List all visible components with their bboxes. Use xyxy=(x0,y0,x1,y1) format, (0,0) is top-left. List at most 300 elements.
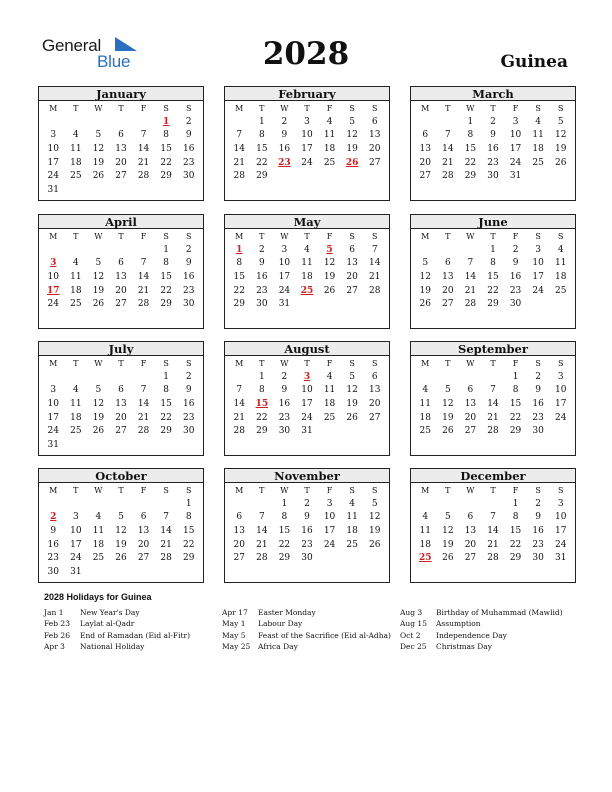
holiday-row xyxy=(400,641,563,652)
day-cell: 6 xyxy=(371,116,378,127)
day-cell: 4 xyxy=(422,512,429,523)
day-cell: 13 xyxy=(115,399,127,410)
weekday-header: F xyxy=(326,232,333,241)
weekday-header: F xyxy=(140,232,147,241)
empty-cell xyxy=(437,371,460,385)
weekday-header: F xyxy=(140,104,147,113)
day-cell: 22 xyxy=(464,157,477,168)
weekday-header: T xyxy=(304,232,310,241)
day-cell: 16 xyxy=(301,526,313,537)
day-cell: 22 xyxy=(256,157,268,168)
empty-cell xyxy=(459,244,482,258)
day-cell: 19 xyxy=(115,539,127,550)
holiday-day: 25 xyxy=(300,285,314,296)
day-cell: 20 xyxy=(137,539,150,550)
holiday-date: May 1 xyxy=(222,619,246,629)
weekday-header: S xyxy=(557,232,564,241)
weekday-header: M xyxy=(235,104,244,113)
day-cell: 2 xyxy=(185,371,192,382)
day-cell: 26 xyxy=(419,299,431,310)
day-cell: 12 xyxy=(368,512,381,523)
day-cell: 3 xyxy=(557,371,564,382)
day-cell: 23 xyxy=(182,412,195,423)
weekday-header: F xyxy=(512,359,519,368)
page-title-year: 2028 xyxy=(262,36,350,72)
holiday-name: End of Ramadan (Eid al-Fitr) xyxy=(80,630,191,640)
day-cell: 12 xyxy=(92,399,105,410)
empty-cell xyxy=(459,498,482,512)
day-cell: 24 xyxy=(301,412,313,423)
day-cell: 12 xyxy=(115,526,127,537)
holiday-row xyxy=(44,641,190,652)
month-title: November xyxy=(225,469,389,483)
day-cell: 21 xyxy=(160,539,172,550)
empty-cell xyxy=(42,498,65,512)
day-cell: 14 xyxy=(464,272,477,283)
day-cell: 15 xyxy=(182,526,195,537)
day-cell: 27 xyxy=(346,285,358,296)
day-cell: 22 xyxy=(160,412,172,423)
day-cell: 4 xyxy=(95,512,102,523)
day-cell: 27 xyxy=(464,553,477,564)
weekday-header: F xyxy=(326,359,333,368)
day-cell: 15 xyxy=(278,526,291,537)
day-cell: 2 xyxy=(281,371,288,382)
day-cell: 27 xyxy=(115,426,127,437)
day-cell: 1 xyxy=(163,244,169,255)
weekday-header: S xyxy=(535,104,541,113)
holiday-name: Christmas Day xyxy=(436,641,492,651)
day-cell: 23 xyxy=(532,539,544,550)
weekday-header: T xyxy=(118,104,124,113)
day-cell: 25 xyxy=(70,426,82,437)
day-cell: 9 xyxy=(535,385,541,396)
month-june xyxy=(410,214,576,329)
day-cell: 31 xyxy=(554,553,567,564)
day-cell: 6 xyxy=(467,512,474,523)
day-cell: 5 xyxy=(444,512,451,523)
weekday-header: S xyxy=(371,232,378,241)
day-cell: 22 xyxy=(160,157,172,168)
day-cell: 31 xyxy=(278,299,291,310)
weekday-header: W xyxy=(466,486,475,495)
weekday-header: S xyxy=(557,486,564,495)
day-cell: 15 xyxy=(487,272,499,283)
day-cell: 15 xyxy=(509,399,522,410)
weekday-header: F xyxy=(512,104,519,113)
day-cell: 14 xyxy=(256,526,268,537)
holiday-date: Jan 1 xyxy=(44,608,64,617)
day-cell: 8 xyxy=(512,385,519,396)
day-cell: 21 xyxy=(233,412,245,423)
day-cell: 16 xyxy=(532,526,544,537)
day-cell: 21 xyxy=(137,157,150,168)
holiday-row xyxy=(222,607,391,618)
empty-cell xyxy=(87,371,110,385)
day-grid xyxy=(225,357,389,439)
day-cell: 21 xyxy=(368,272,381,283)
day-cell: 17 xyxy=(509,144,522,155)
weekday-header: S xyxy=(535,359,541,368)
holiday-date: May 5 xyxy=(222,630,246,640)
weekday-header: S xyxy=(163,232,169,241)
day-cell: 9 xyxy=(490,130,496,141)
day-cell: 10 xyxy=(47,144,59,155)
weekday-header: T xyxy=(445,359,451,368)
day-cell: 15 xyxy=(233,272,245,283)
logo-text-blue: Blue xyxy=(97,52,131,71)
day-cell: 24 xyxy=(301,157,313,168)
day-cell: 12 xyxy=(92,144,105,155)
month-title: August xyxy=(225,342,389,356)
holiday-name: Independence Day xyxy=(436,630,507,640)
empty-cell xyxy=(414,371,437,385)
day-cell: 18 xyxy=(70,285,82,296)
day-cell: 20 xyxy=(368,399,381,410)
day-cell: 14 xyxy=(487,399,499,410)
weekday-header: S xyxy=(535,486,541,495)
day-cell: 4 xyxy=(326,116,333,127)
day-cell: 11 xyxy=(301,258,313,269)
holiday-day: 15 xyxy=(255,399,269,410)
day-cell: 5 xyxy=(349,371,355,382)
day-cell: 24 xyxy=(532,285,544,296)
weekday-header: T xyxy=(259,359,265,368)
day-cell: 22 xyxy=(487,285,499,296)
day-cell: 27 xyxy=(368,412,381,423)
weekday-header: S xyxy=(349,359,355,368)
holiday-day: 3 xyxy=(50,258,57,269)
empty-cell xyxy=(459,371,482,385)
day-cell: 18 xyxy=(323,399,336,410)
empty-cell xyxy=(482,498,505,512)
day-cell: 26 xyxy=(323,285,336,296)
day-grid xyxy=(39,102,203,198)
day-cell: 24 xyxy=(278,285,291,296)
weekday-header: F xyxy=(512,486,519,495)
day-cell: 3 xyxy=(326,498,333,509)
holiday-row xyxy=(222,641,391,652)
day-cell: 10 xyxy=(554,512,567,523)
weekday-header: W xyxy=(466,104,475,113)
weekday-header: S xyxy=(557,104,564,113)
day-cell: 10 xyxy=(301,130,313,141)
day-cell: 29 xyxy=(233,299,245,310)
day-cell: 18 xyxy=(532,144,544,155)
day-cell: 11 xyxy=(323,130,336,141)
day-cell: 1 xyxy=(512,371,519,382)
day-cell: 8 xyxy=(236,258,243,269)
day-cell: 28 xyxy=(137,299,150,310)
day-cell: 13 xyxy=(419,144,431,155)
month-december xyxy=(410,468,576,583)
day-cell: 29 xyxy=(256,426,268,437)
day-cell: 8 xyxy=(467,130,474,141)
weekday-header: T xyxy=(118,486,124,495)
day-cell: 16 xyxy=(182,272,195,283)
weekday-header: S xyxy=(349,104,355,113)
day-cell: 8 xyxy=(163,385,169,396)
weekday-header: F xyxy=(512,232,519,241)
day-cell: 14 xyxy=(137,399,150,410)
day-cell: 19 xyxy=(442,412,454,423)
day-cell: 5 xyxy=(95,385,102,396)
holiday-date: Feb 26 xyxy=(44,630,70,640)
day-cell: 12 xyxy=(346,130,358,141)
day-cell: 30 xyxy=(182,171,195,182)
holiday-date: Apr 3 xyxy=(44,641,65,651)
day-cell: 20 xyxy=(115,157,127,168)
weekday-header: M xyxy=(421,359,430,368)
empty-cell xyxy=(414,116,437,130)
day-cell: 27 xyxy=(233,553,245,564)
day-cell: 22 xyxy=(256,412,268,423)
weekday-header: T xyxy=(118,359,124,368)
holiday-name: Easter Monday xyxy=(258,608,316,617)
day-grid xyxy=(225,484,389,566)
empty-cell xyxy=(437,244,460,258)
day-cell: 12 xyxy=(346,385,358,396)
day-cell: 19 xyxy=(92,285,105,296)
weekday-header: S xyxy=(163,486,169,495)
day-cell: 11 xyxy=(70,272,82,283)
day-cell: 13 xyxy=(368,130,381,141)
day-cell: 11 xyxy=(554,258,567,269)
weekday-header: W xyxy=(94,232,103,241)
day-cell: 18 xyxy=(323,144,336,155)
day-cell: 17 xyxy=(278,272,291,283)
day-cell: 19 xyxy=(323,272,336,283)
day-cell: 11 xyxy=(346,512,358,523)
day-cell: 30 xyxy=(509,299,522,310)
month-october xyxy=(38,468,204,583)
day-cell: 19 xyxy=(554,144,567,155)
month-title: March xyxy=(411,87,575,101)
day-cell: 10 xyxy=(301,385,313,396)
weekday-header: T xyxy=(445,486,451,495)
month-title: February xyxy=(225,87,389,101)
day-cell: 3 xyxy=(50,130,57,141)
day-cell: 21 xyxy=(233,157,245,168)
day-cell: 2 xyxy=(185,244,192,255)
day-cell: 28 xyxy=(137,426,150,437)
day-grid xyxy=(39,230,203,312)
day-cell: 30 xyxy=(532,426,544,437)
day-cell: 17 xyxy=(301,144,313,155)
day-cell: 28 xyxy=(160,553,172,564)
day-cell: 12 xyxy=(323,258,336,269)
day-cell: 25 xyxy=(323,157,336,168)
day-cell: 4 xyxy=(422,385,429,396)
day-cell: 31 xyxy=(70,567,82,578)
day-cell: 25 xyxy=(346,539,358,550)
day-cell: 29 xyxy=(182,553,195,564)
day-cell: 15 xyxy=(160,399,172,410)
day-cell: 2 xyxy=(258,244,265,255)
day-cell: 14 xyxy=(137,144,150,155)
holiday-day: 1 xyxy=(236,244,243,255)
day-cell: 18 xyxy=(70,157,82,168)
weekday-header: S xyxy=(371,104,378,113)
holiday-row xyxy=(44,607,190,618)
day-cell: 22 xyxy=(233,285,245,296)
day-cell: 28 xyxy=(256,553,268,564)
day-cell: 13 xyxy=(233,526,245,537)
holiday-row xyxy=(222,630,391,641)
day-cell: 5 xyxy=(349,116,355,127)
month-november xyxy=(224,468,390,583)
weekday-header: M xyxy=(235,486,244,495)
day-cell: 15 xyxy=(160,144,172,155)
day-grid xyxy=(225,230,389,312)
weekday-header: W xyxy=(466,359,475,368)
day-cell: 25 xyxy=(554,285,567,296)
day-cell: 30 xyxy=(278,426,291,437)
day-cell: 13 xyxy=(115,272,127,283)
day-cell: 8 xyxy=(258,385,265,396)
month-september xyxy=(410,341,576,456)
holiday-row xyxy=(44,618,190,629)
day-cell: 20 xyxy=(115,412,127,423)
month-title: July xyxy=(39,342,203,356)
day-cell: 28 xyxy=(137,171,150,182)
day-cell: 23 xyxy=(509,285,522,296)
holiday-column xyxy=(44,607,190,652)
holiday-name: New Year's Day xyxy=(80,608,140,617)
day-cell: 16 xyxy=(532,399,544,410)
day-cell: 23 xyxy=(182,285,195,296)
day-cell: 9 xyxy=(185,385,192,396)
weekday-header: S xyxy=(371,486,378,495)
weekday-header: W xyxy=(94,486,103,495)
day-cell: 9 xyxy=(281,130,288,141)
weekday-header: T xyxy=(73,104,79,113)
weekday-header: F xyxy=(326,486,333,495)
day-cell: 26 xyxy=(554,157,567,168)
day-cell: 3 xyxy=(72,512,79,523)
day-cell: 7 xyxy=(163,512,169,523)
day-cell: 6 xyxy=(467,385,474,396)
weekday-header: S xyxy=(163,104,169,113)
day-cell: 9 xyxy=(185,258,192,269)
day-cell: 16 xyxy=(278,399,291,410)
day-cell: 6 xyxy=(444,258,451,269)
holiday-day: 3 xyxy=(303,371,311,382)
day-cell: 10 xyxy=(47,399,59,410)
day-cell: 8 xyxy=(490,258,496,269)
weekday-header: T xyxy=(73,359,79,368)
day-cell: 11 xyxy=(92,526,105,537)
holiday-row xyxy=(400,607,563,618)
day-cell: 7 xyxy=(140,385,147,396)
day-cell: 5 xyxy=(371,498,378,509)
day-cell: 16 xyxy=(487,144,499,155)
day-cell: 30 xyxy=(532,553,544,564)
day-cell: 31 xyxy=(301,426,313,437)
day-cell: 14 xyxy=(368,258,381,269)
day-cell: 17 xyxy=(554,526,567,537)
day-cell: 17 xyxy=(323,526,336,537)
day-cell: 6 xyxy=(422,130,429,141)
day-cell: 28 xyxy=(233,426,245,437)
day-cell: 26 xyxy=(442,553,454,564)
holiday-day: 26 xyxy=(345,157,359,168)
day-cell: 23 xyxy=(182,157,195,168)
day-cell: 25 xyxy=(92,553,105,564)
day-cell: 24 xyxy=(47,299,59,310)
month-april xyxy=(38,214,204,329)
empty-cell xyxy=(437,116,460,130)
weekday-header: S xyxy=(371,359,378,368)
day-cell: 14 xyxy=(137,272,150,283)
day-cell: 4 xyxy=(535,116,541,127)
holiday-name: National Holiday xyxy=(80,641,145,651)
day-cell: 17 xyxy=(301,399,313,410)
day-cell: 14 xyxy=(160,526,172,537)
day-cell: 30 xyxy=(256,299,268,310)
day-cell: 3 xyxy=(281,244,288,255)
day-cell: 25 xyxy=(70,299,82,310)
day-grid xyxy=(411,102,575,184)
empty-cell xyxy=(110,116,133,130)
day-cell: 15 xyxy=(256,144,268,155)
day-cell: 20 xyxy=(346,272,358,283)
weekday-header: M xyxy=(235,232,244,241)
day-cell: 30 xyxy=(182,426,195,437)
day-cell: 8 xyxy=(281,512,288,523)
day-cell: 6 xyxy=(371,371,378,382)
empty-cell xyxy=(65,498,88,512)
day-cell: 13 xyxy=(115,144,127,155)
day-cell: 29 xyxy=(256,171,268,182)
day-cell: 22 xyxy=(160,285,172,296)
holiday-name: Labour Day xyxy=(258,619,303,629)
day-cell: 26 xyxy=(442,426,454,437)
day-cell: 9 xyxy=(512,258,519,269)
day-cell: 1 xyxy=(185,498,192,509)
day-cell: 4 xyxy=(349,498,355,509)
day-cell: 24 xyxy=(47,426,59,437)
day-cell: 29 xyxy=(160,299,172,310)
empty-cell xyxy=(132,498,155,512)
day-cell: 21 xyxy=(256,539,268,550)
weekday-header: W xyxy=(466,232,475,241)
empty-cell xyxy=(87,116,110,130)
weekday-header: T xyxy=(304,486,310,495)
day-cell: 29 xyxy=(509,426,522,437)
day-cell: 29 xyxy=(160,426,172,437)
day-cell: 7 xyxy=(371,244,378,255)
day-cell: 4 xyxy=(72,130,79,141)
day-cell: 7 xyxy=(140,258,147,269)
empty-cell xyxy=(42,244,65,258)
holiday-row xyxy=(222,618,391,629)
day-cell: 24 xyxy=(47,171,59,182)
empty-cell xyxy=(228,498,251,512)
day-cell: 19 xyxy=(346,144,358,155)
day-cell: 3 xyxy=(535,244,541,255)
month-title: December xyxy=(411,469,575,483)
day-cell: 18 xyxy=(419,539,431,550)
day-cell: 20 xyxy=(115,285,127,296)
day-cell: 17 xyxy=(47,412,59,423)
month-title: October xyxy=(39,469,203,483)
day-cell: 13 xyxy=(346,258,358,269)
day-grid xyxy=(39,357,203,453)
day-cell: 21 xyxy=(487,539,499,550)
day-cell: 2 xyxy=(281,116,288,127)
day-cell: 26 xyxy=(92,299,105,310)
